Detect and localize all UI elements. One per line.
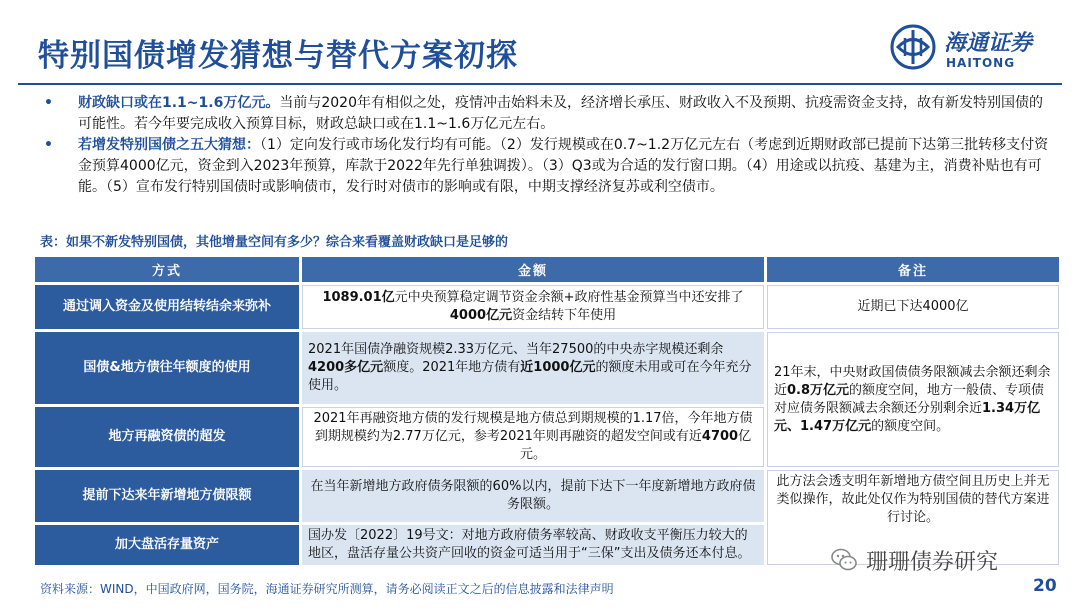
wechat-watermark	[830, 540, 998, 580]
method-cell: 通过调入资金及使用结转结余来弥补	[35, 285, 299, 329]
logo-chinese: 海通证券	[944, 30, 1033, 56]
method-cell: 国债&地方债往年额度的使用	[35, 332, 299, 404]
title-divider	[18, 83, 1062, 85]
bullet-dot-icon: •	[44, 95, 53, 111]
merged-note-cell	[767, 332, 1059, 467]
note-highlight: 0.8万亿元	[787, 382, 850, 398]
table-row	[35, 332, 1059, 404]
amount-text: 额度。2021年地方债有	[383, 360, 521, 375]
amount-text: 的额度未用或可在今年充分使用。	[308, 360, 752, 393]
note-cell: 近期已下达4000亿	[767, 285, 1059, 329]
table-row	[35, 470, 1059, 522]
amount-text: 亿元。	[519, 429, 752, 462]
amount-text: 元中央预算稳定调节资金余额+政府性基金预算当中还安排了	[394, 290, 744, 305]
bullet-dot-icon: •	[44, 137, 53, 153]
bullet-item	[40, 135, 1050, 198]
method-cell: 加大盘活存量资产	[35, 525, 299, 565]
amount-text: 2021年国债净融资规模2.33万亿元、当年27500的中央赤字规模还剩余	[308, 342, 724, 357]
amount-text: 2021年再融资地方债的发行规模是地方债总到期规模的1.17倍，今年地方债到期规模约为2.77万亿元，参考2021年则再融资的超发空间或有近	[313, 411, 753, 444]
page-number: 20	[1033, 576, 1057, 596]
table-caption: 表：如果不新发特别国债，其他增量空间有多少？综合来看覆盖财政缺口是足够的	[40, 235, 509, 250]
funding-options-table	[32, 254, 1062, 568]
haitong-logo	[890, 24, 1050, 76]
bullet-lead: 财政缺口或在1.1~1.6万亿元。	[78, 95, 280, 111]
wechat-icon	[830, 546, 858, 574]
note-text: 的额度空间，地方一般债、专项债对应债务限额减去余额还分别剩余近	[774, 382, 1045, 416]
summary-bullets	[40, 93, 1050, 198]
bullet-text: （1）定向发行或市场化发行均有可能。（2）发行规模或在0.7~1.2万亿元左右（考虑到近期财政部已提前下达第三批转移支付资金预算4000亿元，资金到入2023年预算，库款于2022年先行单独调拨）。（3）Q3或为合适的发行窗口期。（4）用途或以抗疫、基建为主，消费补贴也有可能。（5）宣布发行特别国债时或影响债市，发行时对债市的影响或有限，中期支撑经济复苏或利空债市。	[78, 137, 1049, 195]
page-title: 特别国债增发猜想与替代方案初探	[38, 38, 518, 74]
header-note: 备注	[767, 257, 1059, 282]
amount-highlight: 4700	[701, 429, 739, 444]
note-cell: 此方法会透支明年新增地方债空间且历史上并无类似操作，故此处仅作为特别国债的替代方案进行讨论。	[767, 470, 1059, 565]
logo-english: HAITONG	[946, 56, 1016, 70]
method-cell: 提前下达来年新增地方债限额	[35, 470, 299, 522]
bullet-text: 当前与2020年有相似之处，疫情冲击始料未及，经济增长承压、财政收入不及预期、抗疫需资金支持，故有新发特别国债的可能性。若今年要完成收入预算目标，财政总缺口或在1.1~1.6万亿元左右。	[78, 95, 1043, 132]
table-header-row	[35, 257, 1059, 282]
header-amount: 金额	[302, 257, 764, 282]
bullet-item	[40, 93, 1050, 135]
header-method: 方式	[35, 257, 299, 282]
bullet-lead: 若增发特别国债之五大猜想：	[78, 137, 260, 153]
amount-highlight: 近1000亿元	[520, 360, 596, 375]
amount-cell: 国办发〔2022〕19号文：对地方政府债务率较高、财政收支平衡压力较大的地区，盘活存量公共资产回收的资金可适当用于“三保”支出及债务还本付息。	[302, 525, 764, 565]
method-cell: 地方再融资债的超发	[35, 407, 299, 467]
amount-cell: 在当年新增地方政府债务限额的60%以内，提前下达下一年度新增地方政府债务限额。	[302, 470, 764, 522]
amount-text: 资金结转下年使用	[512, 308, 617, 323]
amount-highlight: 4000亿元	[449, 308, 513, 323]
table-row	[35, 285, 1059, 329]
amount-cell	[302, 332, 764, 404]
amount-highlight: 4200多亿元	[308, 360, 384, 375]
note-text: 的额度空间。	[871, 418, 950, 434]
source-footnote: 资料来源：WIND，中国政府网，国务院，海通证券研究所测算，请务必阅读正文之后的信息披露和法律声明	[40, 582, 614, 596]
note-highlight: 1.34万亿元、1.47万亿元	[774, 400, 1041, 434]
haitong-logo-icon	[890, 24, 936, 70]
amount-highlight: 1089.01亿	[322, 290, 395, 305]
watermark-text: 珊珊债券研究	[866, 549, 999, 575]
amount-cell	[302, 407, 764, 467]
amount-cell	[302, 285, 764, 329]
note-text: 21年末，中央财政国债债务限额减去余额还剩余近	[774, 364, 1051, 398]
